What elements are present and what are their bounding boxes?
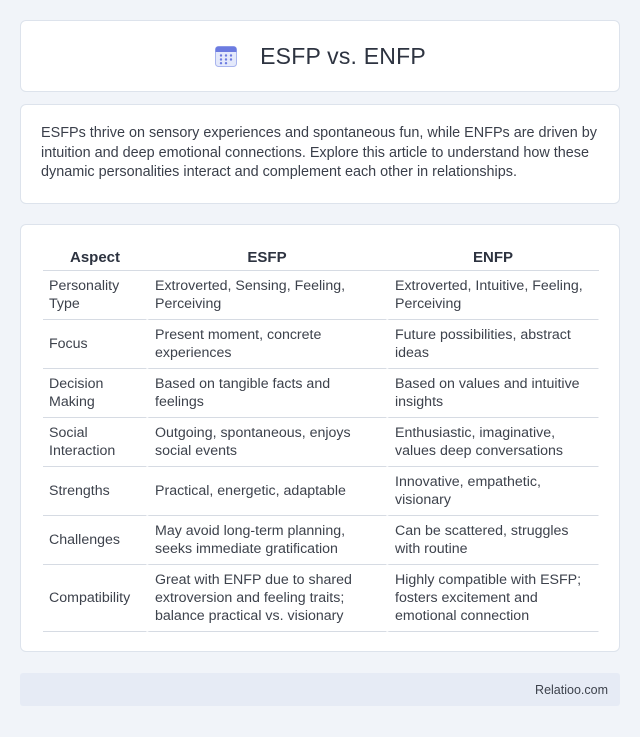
esfp-cell: Great with ENFP due to shared extroversion and feeling traits; balance practical vs. visionary bbox=[147, 565, 387, 632]
enfp-cell: Can be scattered, struggles with routine bbox=[387, 516, 599, 565]
esfp-cell: Practical, energetic, adaptable bbox=[147, 467, 387, 516]
header-esfp: ESFP bbox=[147, 245, 387, 271]
esfp-cell: Present moment, concrete experiences bbox=[147, 320, 387, 369]
intro-card bbox=[20, 104, 620, 204]
esfp-cell: Outgoing, spontaneous, enjoys social events bbox=[147, 418, 387, 467]
esfp-cell: Extroverted, Sensing, Feeling, Perceiving bbox=[147, 271, 387, 320]
table-row bbox=[43, 271, 599, 320]
comparison-card bbox=[20, 224, 620, 652]
header-enfp: ENFP bbox=[387, 245, 599, 271]
aspect-cell: Compatibility bbox=[43, 565, 147, 632]
intro-paragraph: ESFPs thrive on sensory experiences and spontaneous fun, while ENFPs are driven by intuition and deep emotional connections. Explore this article to understand how these dynamic personalities interact and complement each other in relationships. bbox=[41, 125, 597, 180]
enfp-cell: Extroverted, Intuitive, Feeling, Perceiving bbox=[387, 271, 599, 320]
enfp-cell: Based on values and intuitive insights bbox=[387, 369, 599, 418]
aspect-cell: Decision Making bbox=[43, 369, 147, 418]
table-row bbox=[43, 369, 599, 418]
title-card bbox=[20, 20, 620, 92]
aspect-cell: Challenges bbox=[43, 516, 147, 565]
footer-site-name: Relatioo.com bbox=[535, 682, 608, 697]
enfp-cell: Highly compatible with ESFP; fosters excitement and emotional connection bbox=[387, 565, 599, 632]
table-header-row bbox=[43, 245, 599, 271]
footer bbox=[20, 673, 620, 706]
enfp-cell: Innovative, empathetic, visionary bbox=[387, 467, 599, 516]
table-row bbox=[43, 320, 599, 369]
table-row bbox=[43, 418, 599, 467]
page-title: ESFP vs. ENFP bbox=[260, 42, 426, 69]
aspect-cell: Strengths bbox=[43, 467, 147, 516]
aspect-cell: Personality Type bbox=[43, 271, 147, 320]
calendar-icon bbox=[214, 44, 238, 68]
enfp-cell: Future possibilities, abstract ideas bbox=[387, 320, 599, 369]
table-row bbox=[43, 516, 599, 565]
esfp-cell: Based on tangible facts and feelings bbox=[147, 369, 387, 418]
enfp-cell: Enthusiastic, imaginative, values deep conversations bbox=[387, 418, 599, 467]
esfp-cell: May avoid long-term planning, seeks immediate gratification bbox=[147, 516, 387, 565]
header-aspect: Aspect bbox=[43, 245, 147, 271]
comparison-table bbox=[43, 245, 599, 632]
table-row bbox=[43, 467, 599, 516]
table-row bbox=[43, 565, 599, 632]
aspect-cell: Social Interaction bbox=[43, 418, 147, 467]
aspect-cell: Focus bbox=[43, 320, 147, 369]
title-wrap bbox=[214, 43, 426, 70]
